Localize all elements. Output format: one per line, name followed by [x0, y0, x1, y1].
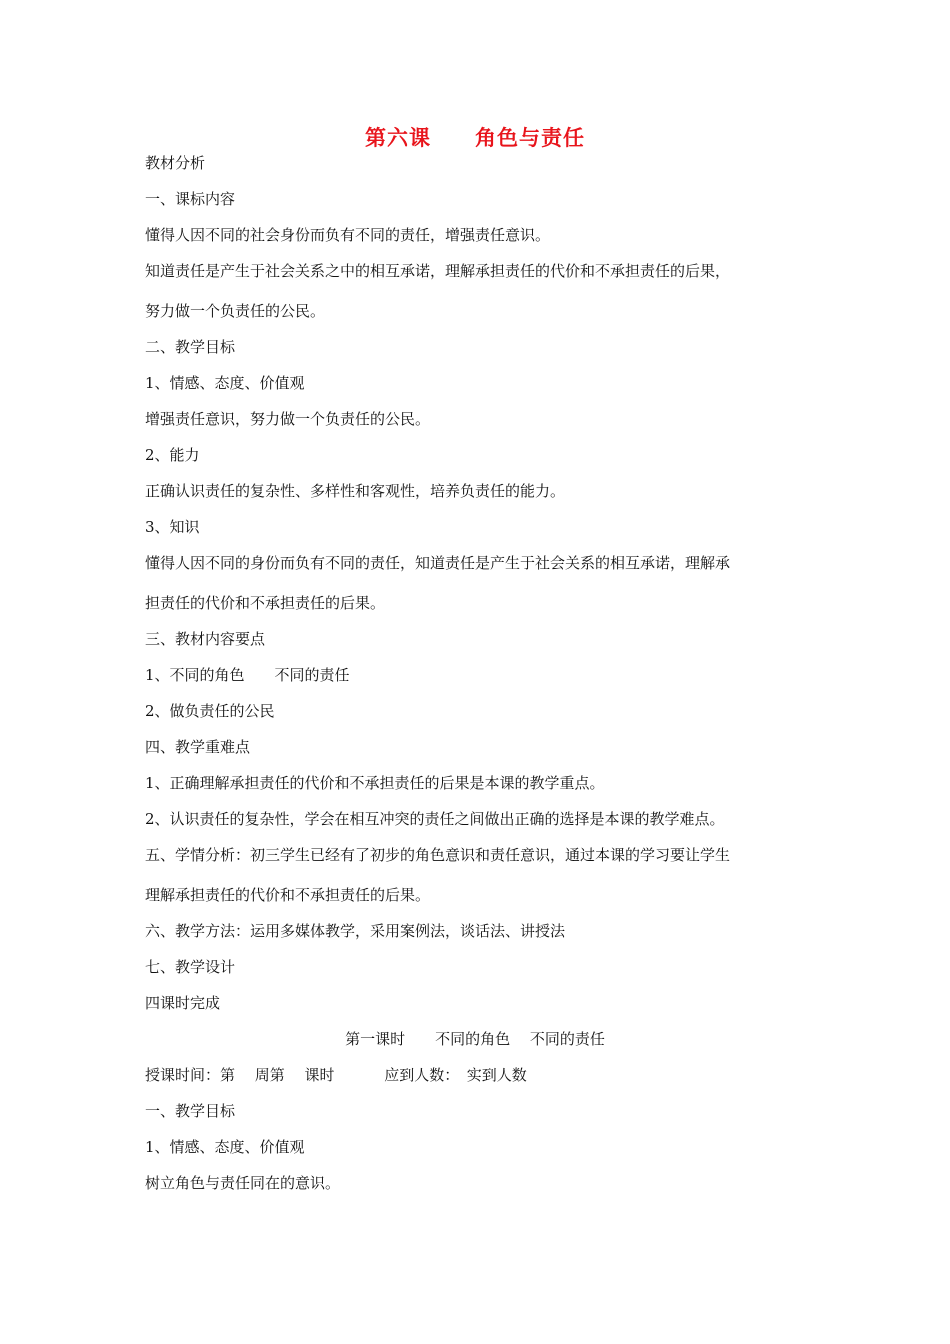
section-heading: 一、课标内容	[145, 190, 236, 208]
paragraph-line: 懂得人因不同的身份而负有不同的责任，知道责任是产生于社会关系的相互承诺，理解承	[145, 554, 731, 572]
paragraph-line: 四课时完成	[145, 994, 221, 1012]
list-item: 2、认识责任的复杂性，学会在相互冲突的责任之间做出正确的选择是本课的教学难点。	[145, 810, 725, 828]
class-info-line: 授课时间：第 周第 课时 应到人数： 实到人数	[145, 1066, 527, 1084]
section-heading: 四、教学重难点	[145, 738, 251, 756]
list-item: 2、做负责任的公民	[145, 702, 275, 720]
subheading: 3、知识	[145, 518, 200, 536]
subheading: 2、能力	[145, 446, 200, 464]
subheading: 1、情感、态度、价值观	[145, 374, 305, 392]
section-heading: 三、教材内容要点	[145, 630, 266, 648]
paragraph-line: 正确认识责任的复杂性、多样性和客观性，培养负责任的能力。	[145, 482, 566, 500]
paragraph-line: 理解承担责任的代价和不承担责任的后果。	[145, 886, 431, 904]
paragraph-line: 担责任的代价和不承担责任的后果。	[145, 594, 386, 612]
paragraph-line: 五、学情分析：初三学生已经有了初步的角色意识和责任意识，通过本课的学习要让学生	[145, 846, 731, 864]
paragraph-line: 增强责任意识，努力做一个负责任的公民。	[145, 410, 431, 428]
subheading: 1、情感、态度、价值观	[145, 1138, 305, 1156]
paragraph-line: 树立角色与责任同在的意识。	[145, 1174, 341, 1192]
section-heading: 二、教学目标	[145, 338, 236, 356]
lesson-period-heading: 第一课时 不同的角色 不同的责任	[345, 1030, 605, 1048]
list-item: 1、不同的角色 不同的责任	[145, 666, 350, 684]
list-item: 1、正确理解承担责任的代价和不承担责任的后果是本课的教学重点。	[145, 774, 605, 792]
paragraph-line: 懂得人因不同的社会身份而负有不同的责任，增强责任意识。	[145, 226, 551, 244]
lesson-title: 第六课 角色与责任	[365, 125, 585, 150]
section-heading: 一、教学目标	[145, 1102, 236, 1120]
section-heading: 教材分析	[145, 154, 206, 172]
paragraph-line: 六、教学方法：运用多媒体教学，采用案例法，谈话法、讲授法	[145, 922, 566, 940]
paragraph-line: 知道责任是产生于社会关系之中的相互承诺，理解承担责任的代价和不承担责任的后果，	[145, 262, 731, 280]
section-heading: 七、教学设计	[145, 958, 236, 976]
paragraph-line: 努力做一个负责任的公民。	[145, 302, 326, 320]
